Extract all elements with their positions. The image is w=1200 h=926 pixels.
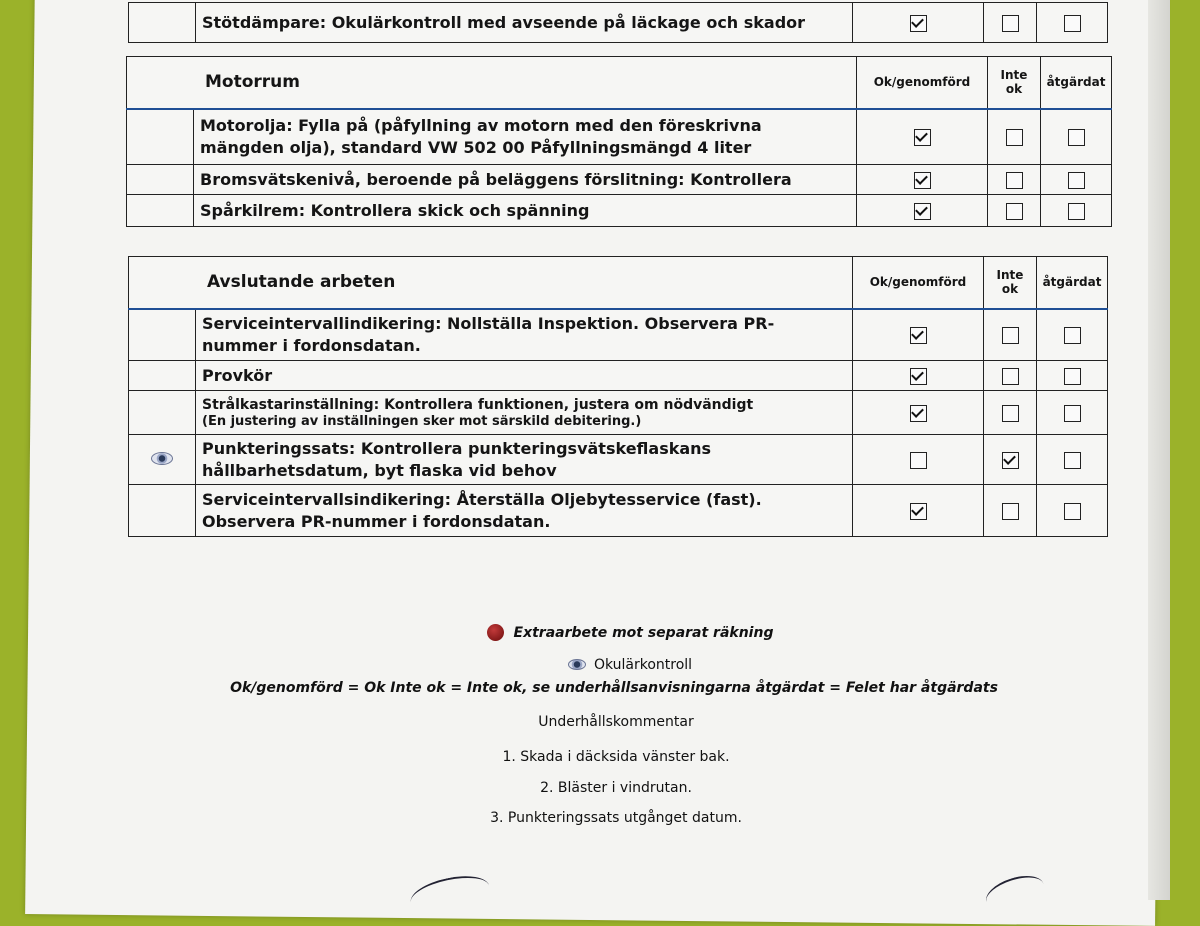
inte-ok-checkbox[interactable] xyxy=(1002,15,1019,32)
legend-visual-check xyxy=(30,654,1200,673)
item-label: Spårkilrem: Kontrollera skick och spänning xyxy=(194,195,857,227)
item-label-line1: Motorolja: Fylla på (påfyllning av motorn med den föreskrivna xyxy=(200,115,762,135)
ok-checkbox[interactable] xyxy=(910,405,927,422)
section-title: Avslutande arbeten xyxy=(129,257,853,309)
legend-visual-text: Okulärkontroll xyxy=(593,657,693,673)
list-item: 3. Punkteringssats utgånget datum. xyxy=(490,810,742,826)
list-item: 2. Bläster i vindrutan. xyxy=(540,780,692,796)
item-label: Stötdämpare: Okulärkontroll med avseende på läckage och skador xyxy=(196,3,853,43)
red-dot-icon xyxy=(487,624,504,641)
atgardat-checkbox[interactable] xyxy=(1064,452,1081,469)
atgardat-checkbox[interactable] xyxy=(1068,129,1085,146)
ok-checkbox[interactable] xyxy=(910,452,927,469)
col-inte-ok-header: Inte ok xyxy=(988,57,1041,109)
inte-ok-checkbox[interactable] xyxy=(1002,368,1019,385)
table-motorrum xyxy=(126,56,1112,227)
table-avslutande-arbeten xyxy=(128,256,1108,537)
eye-icon xyxy=(568,659,586,670)
table-row xyxy=(129,309,1108,361)
atgardat-checkbox[interactable] xyxy=(1068,172,1085,189)
ok-checkbox[interactable] xyxy=(910,15,927,32)
item-label: Bromsvätskenivå, beroende på beläggens förslitning: Kontrollera xyxy=(194,165,857,195)
item-label-line1: Serviceintervallindikering: Nollställa Inspektion. Observera PR- xyxy=(202,313,775,333)
ok-checkbox[interactable] xyxy=(914,129,931,146)
item-label: Provkör xyxy=(196,361,853,391)
item-label-line2: (En justering av inställningen sker mot särskild debitering.) xyxy=(202,414,642,429)
table-row xyxy=(127,109,1112,165)
section-title: Motorrum xyxy=(127,57,857,109)
ok-checkbox[interactable] xyxy=(914,172,931,189)
inte-ok-checkbox[interactable] xyxy=(1002,405,1019,422)
legend-explanation: Ok/genomförd = Ok Inte ok = Inte ok, se underhållsanvisningarna åtgärdat = Felet har åtgärdats xyxy=(230,680,998,696)
atgardat-checkbox[interactable] xyxy=(1064,503,1081,520)
table-row xyxy=(127,165,1112,195)
col-inte-ok-header: Inte ok xyxy=(984,257,1037,309)
ok-checkbox[interactable] xyxy=(910,503,927,520)
item-label-line1: Strålkastarinställning: Kontrollera funktionen, justera om nödvändigt xyxy=(202,397,754,413)
table-row xyxy=(129,3,1108,43)
atgardat-checkbox[interactable] xyxy=(1064,327,1081,344)
legend-extra-work xyxy=(30,622,1200,641)
atgardat-checkbox[interactable] xyxy=(1064,405,1081,422)
inte-ok-checkbox[interactable] xyxy=(1006,129,1023,146)
table-row xyxy=(127,195,1112,227)
item-label-line2: hållbarhetsdatum, byt flaska vid behov xyxy=(202,460,557,480)
col-atgardat-header: åtgärdat xyxy=(1041,57,1112,109)
ok-checkbox[interactable] xyxy=(910,368,927,385)
section-header xyxy=(127,57,1112,109)
col-ok-header: Ok/genomförd xyxy=(853,257,984,309)
eye-icon xyxy=(151,452,173,465)
atgardat-checkbox[interactable] xyxy=(1064,15,1081,32)
col-atgardat-header: åtgärdat xyxy=(1037,257,1108,309)
col-ok-header: Ok/genomförd xyxy=(857,57,988,109)
item-label-line2: nummer i fordonsdatan. xyxy=(202,335,421,355)
inte-ok-checkbox[interactable] xyxy=(1002,327,1019,344)
table-top-row xyxy=(128,2,1108,43)
list-item: 1. Skada i däcksida vänster bak. xyxy=(502,749,730,765)
comments-heading: Underhållskommentar xyxy=(538,714,694,730)
inte-ok-checkbox[interactable] xyxy=(1006,203,1023,220)
item-label-line1: Punkteringssats: Kontrollera punkteringsvätskeflaskans xyxy=(202,438,712,458)
ok-checkbox[interactable] xyxy=(914,203,931,220)
atgardat-checkbox[interactable] xyxy=(1068,203,1085,220)
item-label-line2: mängden olja), standard VW 502 00 Påfyllningsmängd 4 liter xyxy=(200,137,752,157)
paper-edge xyxy=(1148,0,1170,900)
inte-ok-checkbox[interactable] xyxy=(1002,503,1019,520)
table-row xyxy=(129,485,1108,537)
legend-extra-text: Extraarbete mot separat räkning xyxy=(513,625,774,641)
inte-ok-checkbox[interactable] xyxy=(1002,452,1019,469)
item-label-line1: Serviceintervallsindikering: Återställa Oljebytesservice (fast). xyxy=(202,489,762,509)
ok-checkbox[interactable] xyxy=(910,327,927,344)
section-header xyxy=(129,257,1108,309)
atgardat-checkbox[interactable] xyxy=(1064,368,1081,385)
table-row xyxy=(129,391,1108,435)
item-label-line2: Observera PR-nummer i fordonsdatan. xyxy=(202,511,551,531)
table-row xyxy=(129,361,1108,391)
table-row xyxy=(129,435,1108,485)
inte-ok-checkbox[interactable] xyxy=(1006,172,1023,189)
